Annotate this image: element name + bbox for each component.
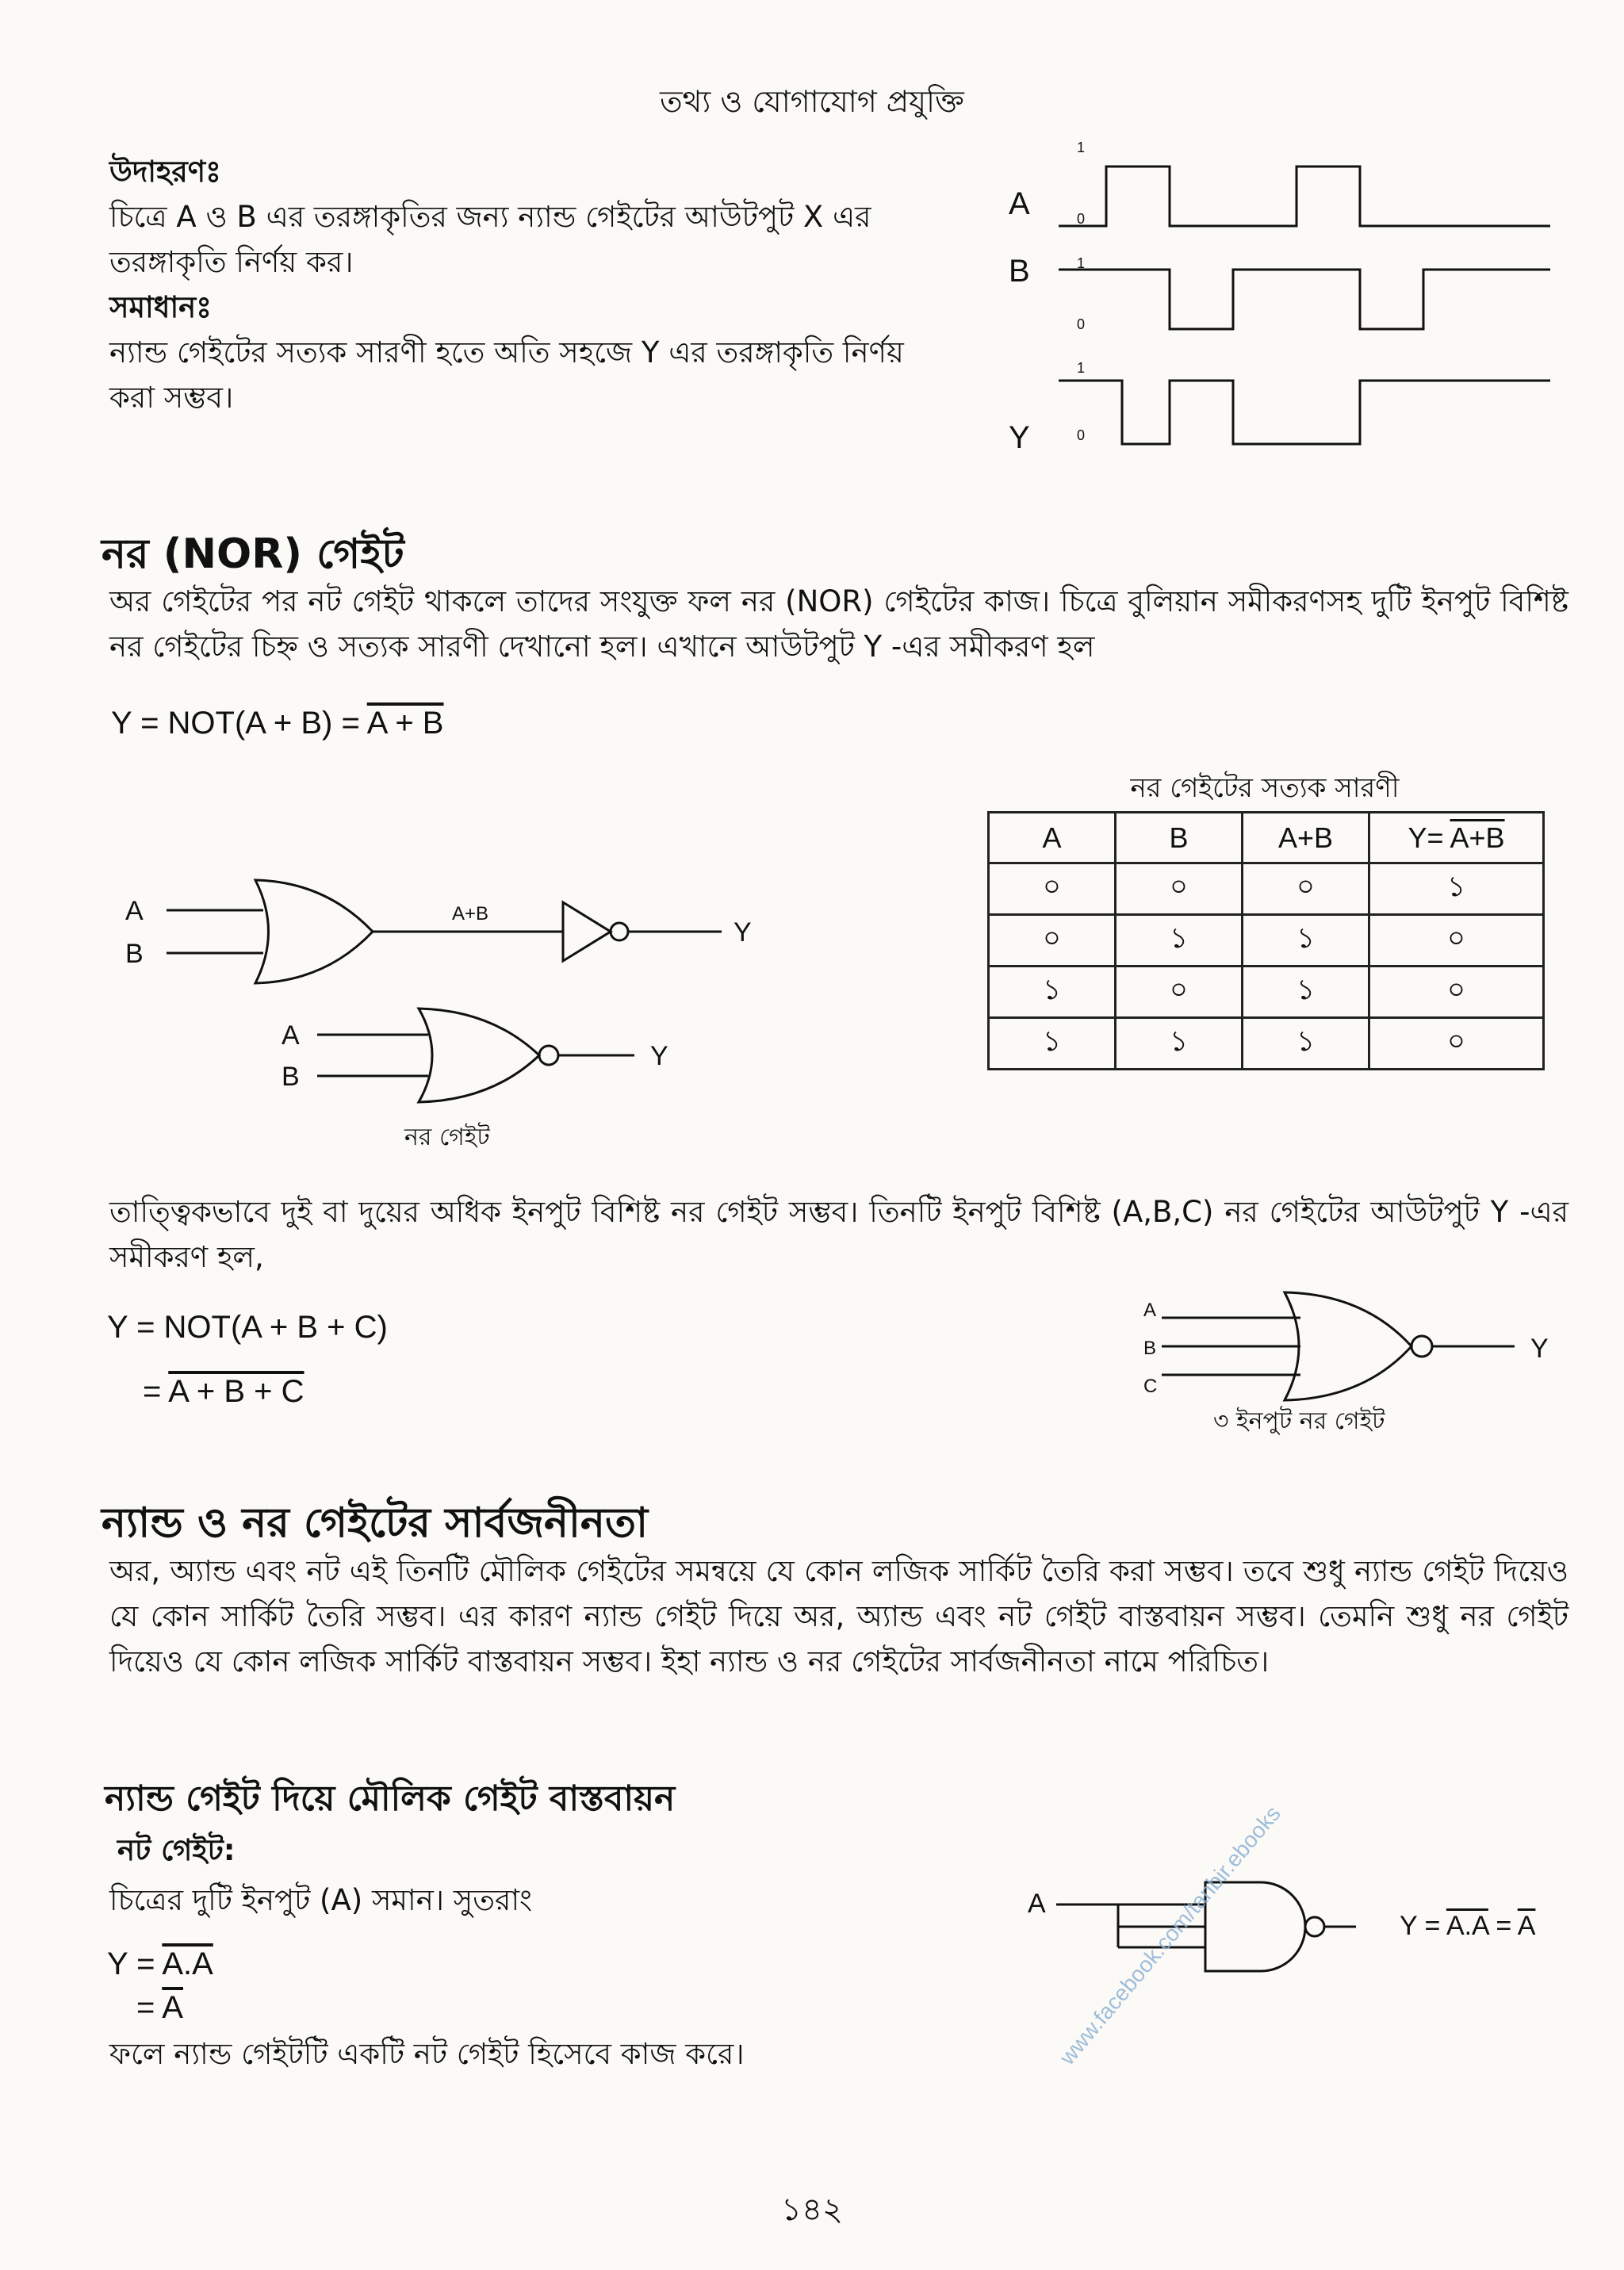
table-cell: ০ — [1243, 863, 1369, 915]
nor-gate-shape — [419, 1009, 539, 1102]
not-eq-line2-bar: $\overline{A}$ — [162, 1990, 183, 2025]
output-y-label: Y — [1530, 1334, 1549, 1364]
not-conclusion: ফলে ন্যান্ড গেইটটি একটি নট গেইট হিসেবে কাজ করে। — [109, 2037, 745, 2071]
input-b-label: B — [1143, 1338, 1157, 1359]
nor-heading: নর (NOR) গেইট — [102, 530, 404, 578]
level-low-label: 0 — [1077, 427, 1086, 443]
input-a-label: A — [1143, 1300, 1157, 1321]
table-row — [989, 863, 1544, 915]
nor-equation-prefix: Y = NOT(A + B) = — [111, 706, 367, 741]
nand-output-mid: = — [1488, 1911, 1518, 1941]
table-cell: ১ — [1116, 1018, 1243, 1070]
example-solution: ন্যান্ড গেইটের সত্যক সারণী হতে অতি সহজে Y এর তরঙ্গাকৃতি নির্ণয় করা সম্ভব। — [109, 335, 904, 415]
eq3-line2-prefix: = — [143, 1374, 169, 1409]
waveform-diagram — [999, 135, 1562, 476]
table-cell: ০ — [989, 915, 1116, 967]
universal-body: অর, অ্যান্ড এবং নট এই তিনটি মৌলিক গেইটের সমন্বয়ে যে কোন লজিক সার্কিট তৈরি করা সম্ভব। তবে শুধু ন্যান্ড গেইট দিয়েও যে কোন সার্কিট তৈরি সম্ভব। এর কারণ ন্যান্ড গেইট দিয়ে অর, অ্যান্ড এবং নট গেইট বাস্তবায়ন সম্ভব। তেমনি শুধু নর গেইট দিয়েও যে কোন লজিক সার্কিট বাস্তবায়ন সম্ভব। ইহা ন্যান্ড ও নর গেইটের সার্বজনীনতা নামে পরিচিত। — [109, 1554, 1568, 1679]
solution-label: সমাধানঃ — [109, 290, 212, 324]
truth-table-header-y — [1369, 813, 1544, 863]
example-block — [109, 149, 942, 420]
waveform-a — [1059, 167, 1550, 226]
or-output-label: A+B — [452, 903, 489, 924]
truth-table-caption: নর গেইটের সত্যক সারণী — [1130, 772, 1400, 804]
table-cell: ০ — [1369, 967, 1544, 1018]
truth-table-header-row — [989, 813, 1544, 863]
truth-table-header-bar: A+B — [1450, 821, 1505, 854]
nor-input-b: B — [282, 1062, 300, 1092]
nand-output-bar2: $\overline{A}$ — [1517, 1911, 1536, 1941]
table-cell: ০ — [1369, 915, 1544, 967]
nor-intro: অর গেইটের পর নট গেইট থাকলে তাদের সংযুক্ত ফল নর (NOR) গেইটের কাজ। চিত্রে বুলিয়ান সমীকরণসহ দুটি ইনপুট বিশিষ্ট নর গেইটের চিহ্ন ও সত্যক সারণী দেখানো হল। এখানে আউটপুট Y -এর সমীকরণ হল — [109, 584, 1568, 664]
truth-table-header: A — [989, 813, 1116, 863]
nor-gate-shape — [1285, 1292, 1411, 1400]
truth-table-header: A+B — [1243, 813, 1369, 863]
waveform-y — [1059, 381, 1550, 444]
not-eq-line1-bar: A.A — [162, 1947, 213, 1981]
table-row — [989, 915, 1544, 967]
not-eq-line1-prefix: Y = — [107, 1947, 163, 1981]
not-gate-label: নট গেইট: — [117, 1833, 236, 1867]
nor-output-y: Y — [650, 1041, 668, 1071]
table-cell: ১ — [989, 967, 1116, 1018]
level-high-label: 1 — [1077, 255, 1086, 271]
running-header: তথ্য ও যোগাযোগ প্রযুক্তি — [660, 84, 964, 119]
table-row — [989, 1018, 1544, 1070]
eq3-line1: Y = NOT(A + B + C) — [107, 1310, 388, 1345]
nor-input-a: A — [282, 1020, 300, 1051]
table-cell: ১ — [1243, 1018, 1369, 1070]
waveform-label-a: A — [1009, 186, 1030, 221]
table-cell: ০ — [1369, 1018, 1544, 1070]
table-cell: ১ — [1116, 915, 1243, 967]
three-input-caption: ৩ ইনপুট নর গেইট — [1213, 1407, 1385, 1435]
page-number: ১৪২ — [781, 2192, 843, 2228]
nand-basic-heading: ন্যান্ড গেইট দিয়ে মৌলিক গেইট বাস্তবায়ন — [105, 1778, 676, 1819]
nand-input-a: A — [1028, 1889, 1046, 1919]
not-eq-line1 — [107, 1947, 213, 1982]
waveform-b — [1059, 270, 1550, 329]
table-cell: ০ — [989, 863, 1116, 915]
level-high-label: 1 — [1077, 140, 1086, 155]
nand-output-prefix: Y = — [1400, 1911, 1446, 1941]
table-cell: ১ — [1243, 915, 1369, 967]
eq3-line2 — [143, 1374, 304, 1410]
universal-heading: ন্যান্ড ও নর গেইটের সার্বজনীনতা — [102, 1499, 649, 1547]
nor-output-y: Y — [733, 917, 752, 947]
nor-gate-caption: নর গেইট — [404, 1124, 490, 1151]
watermark: www.facebook.com/tanbir.ebooks — [1055, 1801, 1285, 2069]
not-eq-line2 — [136, 1990, 183, 2026]
three-input-text: তাত্ত্বিকভাবে দুই বা দুয়ের অধিক ইনপুট বিশিষ্ট নর গেইট সম্ভব। তিনটি ইনপুট বিশিষ্ট (A,B,C) নর গেইটের আউটপুট Y -এর সমীকরণ হল, — [109, 1195, 1568, 1274]
nor-gate-diagram — [119, 856, 777, 1158]
or-gate-shape — [255, 880, 373, 983]
eq3-line2-bar: A + B + C — [168, 1374, 304, 1409]
nor-equation — [111, 706, 443, 741]
table-row — [989, 967, 1544, 1018]
nor-input-b: B — [125, 939, 144, 969]
not-gate-shape — [563, 902, 611, 961]
nor-truth-table — [987, 811, 1545, 1070]
truth-table-header-y-prefix: Y= — [1408, 821, 1450, 854]
level-low-label: 0 — [1077, 316, 1086, 332]
table-cell: ১ — [1243, 967, 1369, 1018]
table-cell: ০ — [1116, 863, 1243, 915]
not-eq-line2-prefix: = — [136, 1990, 163, 2025]
nand-output-label — [1400, 1911, 1535, 1942]
table-cell: ১ — [1369, 863, 1544, 915]
waveform-label-b: B — [1009, 254, 1030, 289]
level-high-label: 1 — [1077, 360, 1086, 376]
nand-output-bar1: A.A — [1446, 1911, 1488, 1941]
input-c-label: C — [1143, 1376, 1158, 1397]
waveform-label-y: Y — [1009, 420, 1030, 455]
truth-table-header: B — [1116, 813, 1243, 863]
table-cell: ০ — [1116, 967, 1243, 1018]
nor-equation-bar: A + B — [366, 706, 444, 741]
not-gate-text: চিত্রের দুটি ইনপুট (A) সমান। সুতরাং — [109, 1883, 532, 1917]
example-problem: চিত্রে A ও B এর তরঙ্গাকৃতির জন্য ন্যান্ড গেইটের আউটপুট X এর তরঙ্গাকৃতি নির্ণয় কর। — [109, 200, 871, 279]
example-label: উদাহরণঃ — [109, 155, 221, 189]
level-low-label: 0 — [1077, 211, 1086, 227]
table-cell: ১ — [989, 1018, 1116, 1070]
nor-input-a: A — [125, 896, 144, 926]
